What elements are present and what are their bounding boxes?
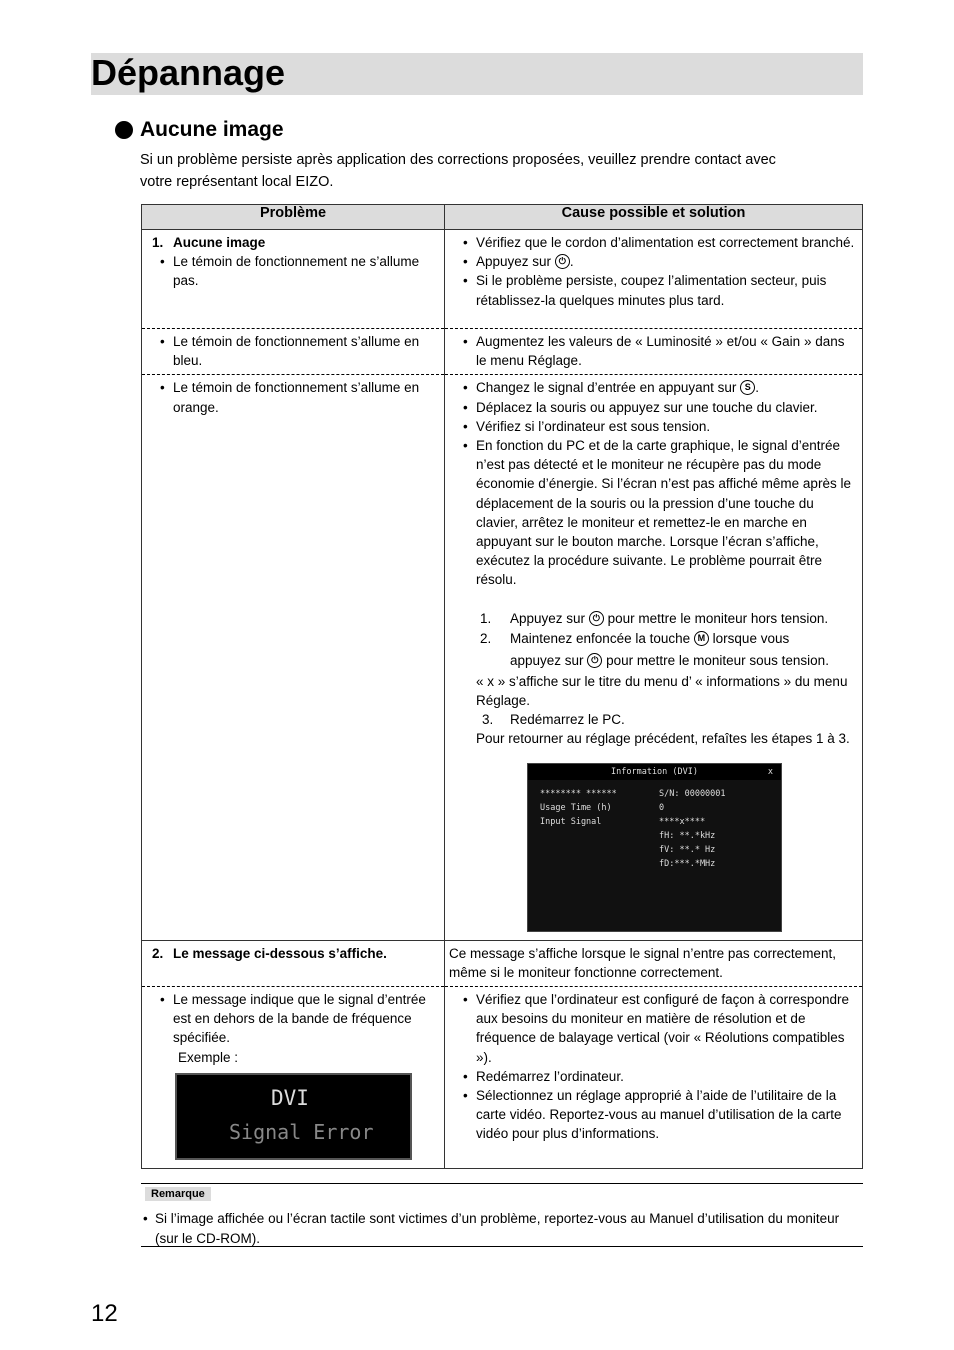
problem-text: • Le témoin de fonctionnement s’allume en bleu. [148,332,438,370]
note-box [141,1183,863,1247]
signal-error-message: Signal Error [229,1119,374,1144]
intro-line-1: Si un problème persiste après application des corrections proposées, veuillez prendre contact avec [140,152,776,168]
solution-item: • Vérifiez que le cordon d’alimentation est correctement branché. [451,233,856,252]
column-header-problem: Problème [142,205,445,230]
table-row [142,940,863,986]
problem-number: 2. [152,945,164,961]
note-text: • Si l’image affichée ou l’écran tactile sont victimes d’un problème, reportez-vous au Manuel d’utilisation du moniteur (sur le CD-ROM). [141,1201,863,1248]
solution-item: • Changez le signal d’entrée en appuyant sur S . [451,378,856,397]
section-heading [115,118,284,142]
step-item: 2. Maintenez enfoncée la touche M lorsque vous appuyez sur ⏻ pour mettre le moniteur sous tension. [480,630,829,668]
problem-number: 1. [152,235,164,250]
information-menu-screenshot [527,763,782,932]
intro-text [140,149,860,193]
solution-item: • Si le problème persiste, coupez l’alimentation secteur, puis rétablissez-la quelques minutes plus tard. [451,271,856,309]
power-icon: ⏻ [555,254,570,269]
problem-text: • Le message indique que le signal d’entrée est en dehors de la bande de fréquence spécifiée. [148,990,438,1048]
title-bar [91,53,863,95]
solution-item: • Augmentez les valeurs de « Luminosité » et/ou « Gain » dans le menu Réglage. [451,332,856,370]
mode-icon: M [694,631,709,646]
osd-label: Usage Time (h) [540,802,612,813]
osd-value: S/N: 00000001 [659,788,726,799]
troubleshooting-table [141,204,863,1169]
solution-item: • En fonction du PC et de la carte graphique, le signal d’entrée n’est pas détecté et le moniteur ne récupère pas du mode économie d’énergie. Si l’écran n’est pas affiché même après le déplacement de la souris ou la pression d’une touche du clavier, arrêtez le moniteur et remettez-le en marche en appuyant sur le bouton marche. Lorsque l’écran s’affiche, exécutez la procédure suivante. Le problème pourrait être résolu. [451,436,856,590]
section-title: Aucune image [140,118,284,141]
table-header-row [142,205,863,230]
problem-title: Aucune image [173,235,266,250]
osd-value: fV: **.* Hz [659,844,716,855]
solution-item: • Redémarrez l’ordinateur. [451,1067,856,1086]
bullet-icon [115,121,133,139]
osd-label: Input Signal [540,816,602,827]
step-item: 3. Redémarrez le PC. [482,712,625,728]
solution-item: • Sélectionnez un réglage approprié à l’aide de l’utilitaire de la carte vidéo. Reportez-vous au manuel d’utilisation de la carte vidéo pour plus d’informations. [451,1086,856,1144]
problem-text: • Le témoin de fonctionnement ne s’allume pas. [148,252,438,290]
power-icon: ⏻ [589,611,604,626]
osd-label: ******** ****** [540,788,617,799]
step-item: 1. Appuyez sur ⏻ pour mettre le moniteur hors tension. [480,610,829,626]
table-row [142,329,863,375]
solution-item: • Vérifiez que l’ordinateur est configuré de façon à correspondre aux besoins du moniteur en matière de résolution et de fréquence de balayage vertical (voir « Réolutions compatibles »). [451,990,856,1067]
page-title: Dépannage [91,52,286,93]
intro-line-2: votre représentant local EIZO. [140,174,334,190]
table-row [142,987,863,1169]
page-number: 12 [91,1300,118,1327]
note-tag: Remarque [145,1187,211,1201]
osd-value: fD:***.*MHz [659,858,716,869]
solution-item: • Déplacez la souris ou appuyez sur une touche du clavier. [451,398,856,417]
example-label: Exemple : [178,1049,239,1065]
signal-error-screenshot [175,1073,412,1160]
table-row [142,230,863,329]
step-note: « x » s’affiche sur le titre du menu d’ « informations » du menu Réglage. [476,673,848,709]
signal-error-input: DVI [271,1085,309,1110]
close-icon: x [767,766,773,777]
problem-text: • Le témoin de fonctionnement s’allume en orange. [148,378,438,416]
solution-item: • Vérifiez si l’ordinateur est sous tension. [451,417,856,436]
revert-note: Pour retourner au réglage précédent, refaîtes les étapes 1 à 3. [476,731,850,747]
solution-text: Ce message s’affiche lorsque le signal n’entre pas correctement, même si le moniteur fonctionne correctement. [449,945,836,980]
osd-value: 0 [659,802,665,813]
problem-title: Le message ci-dessous s’affiche. [173,945,387,961]
signal-icon: S [740,380,755,395]
osd-value: ****x**** [659,816,706,827]
column-header-solution: Cause possible et solution [445,205,863,230]
osd-title-bar: Information (DVI) x [528,764,781,780]
solution-item: • Appuyez sur ⏻ . [451,252,856,271]
osd-value: fH: **.*kHz [659,830,716,841]
table-row [142,375,863,940]
power-icon: ⏻ [587,653,602,668]
